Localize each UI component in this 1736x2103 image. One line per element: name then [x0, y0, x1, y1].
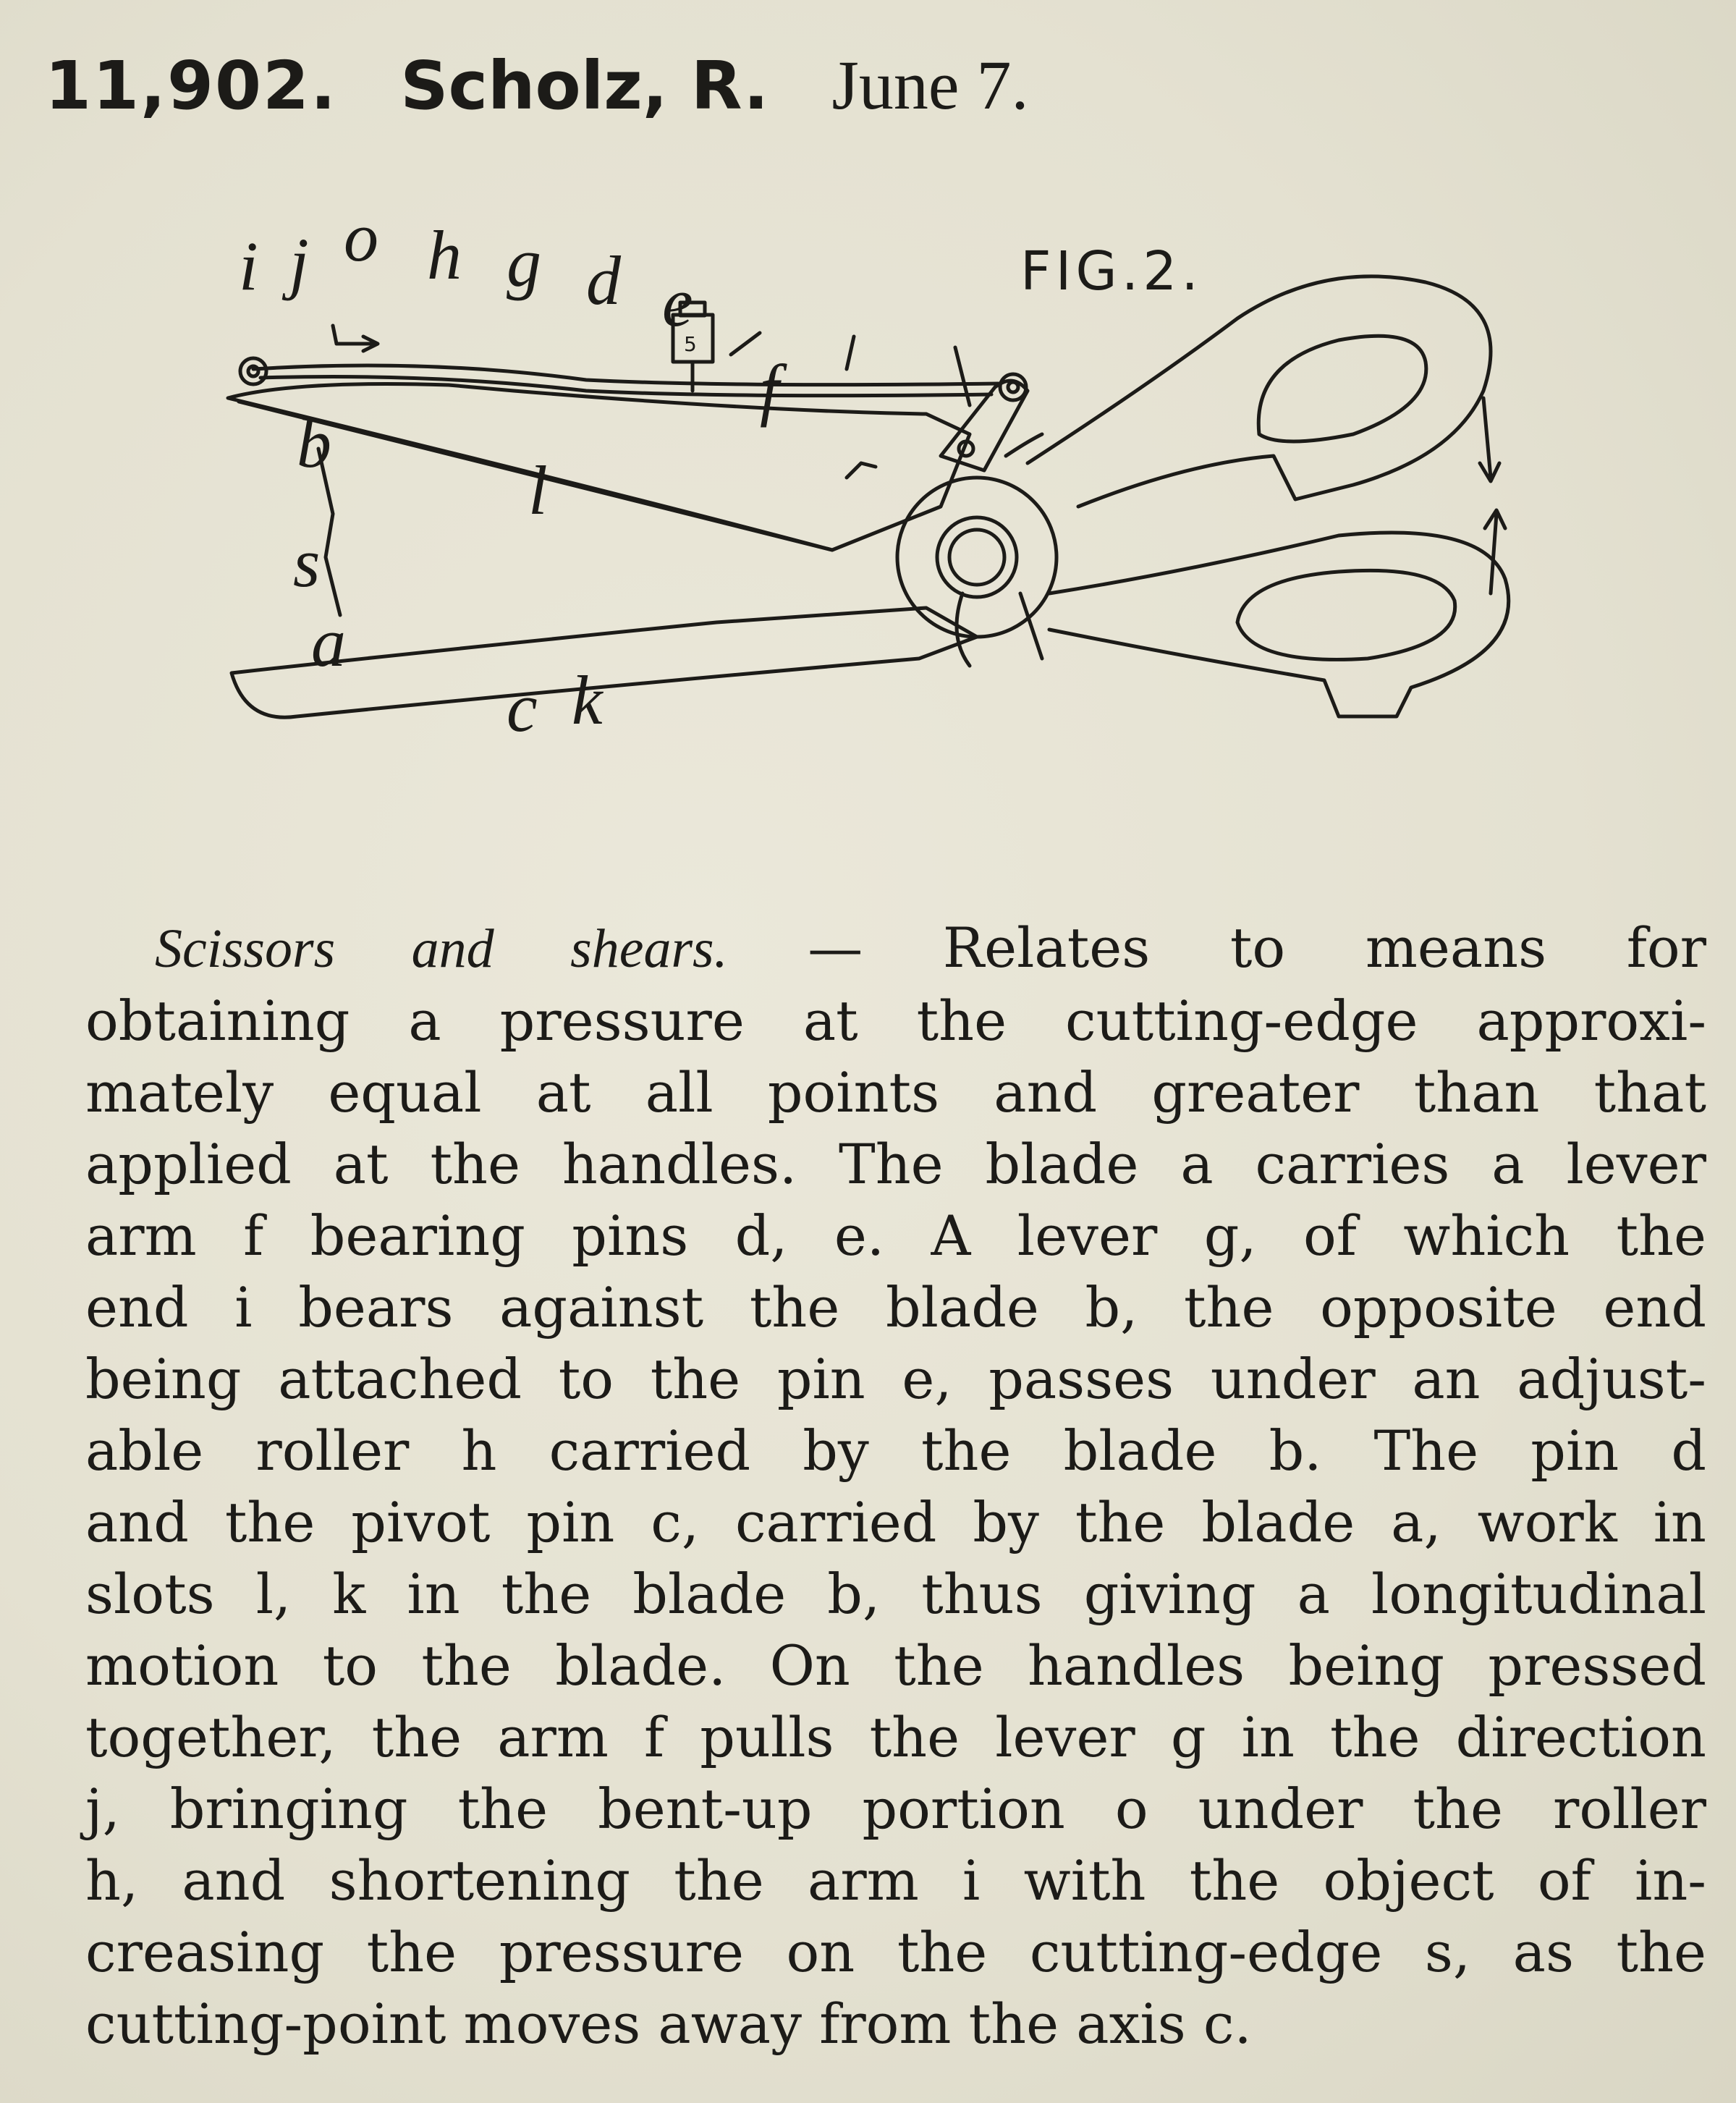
patent-header: [45, 46, 1029, 124]
abstract-text: [85, 912, 1706, 2060]
abstract-line: end i bears against the blade b, the opposite end: [85, 1275, 1706, 1340]
label-o: o: [344, 217, 378, 276]
lower-finger-hole: [1237, 570, 1455, 659]
label-s: s: [293, 524, 321, 601]
abstract-line: j, bringing the bent-up portion o under the roller: [85, 1777, 1706, 1841]
inventor-name: Scholz, R.: [400, 47, 769, 124]
label-l: l: [528, 452, 548, 529]
handle-arrow-down: [1480, 398, 1499, 481]
label-c: c: [507, 669, 538, 746]
leader-l: [847, 463, 876, 478]
abstract-line: together, the arm f pulls the lever g in the direction: [85, 1705, 1706, 1769]
label-j: j: [289, 224, 309, 301]
abstract-line: arm f bearing pins d, e. A lever g, of which the: [85, 1203, 1706, 1268]
label-g: g: [507, 224, 541, 301]
fig-label: FIG.2.: [1020, 240, 1203, 302]
pivot-pin-c: [949, 530, 1004, 585]
scissors-figure: [210, 217, 1556, 782]
label-h: h: [427, 217, 462, 294]
label-a: a: [311, 604, 346, 681]
upper-finger-hole: [1258, 336, 1426, 441]
leader-h: [731, 333, 760, 355]
leader-k: [1020, 593, 1042, 659]
abstract-line: mately equal at all points and greater than that: [85, 1060, 1706, 1125]
patent-date: June 7.: [831, 46, 1029, 124]
leader-g: [847, 337, 854, 369]
label-d: d: [586, 242, 621, 319]
label-e: e: [662, 263, 693, 341]
direction-j-arrow: [333, 326, 378, 351]
scissors-drawing: [210, 217, 1556, 782]
abstract-line: creasing the pressure on the cutting-edge s, as the: [85, 1920, 1706, 1984]
abstract-line: obtaining a pressure at the cutting-edge approxi-: [85, 989, 1706, 1053]
abstract-line: able roller h carried by the blade b. The pin d: [85, 1418, 1706, 1483]
abstract-title: Scissors and shears.: [155, 918, 728, 979]
lower-handle: [1049, 533, 1509, 716]
abstract-line: and the pivot pin c, carried by the blade a, work in: [85, 1490, 1706, 1554]
patent-number: 11,902.: [45, 47, 337, 124]
abstract-line: slots l, k in the blade b, thus giving a longitudinal: [85, 1562, 1706, 1626]
roller-mark: 5: [684, 332, 697, 356]
abstract-line: Scissors and shears. — Relates to means for: [155, 915, 1706, 980]
abstract-line: applied at the handles. The blade a carries a lever: [85, 1132, 1706, 1196]
label-k: k: [572, 661, 603, 739]
lever-end-i: [240, 358, 266, 384]
pivot-outer: [897, 478, 1057, 637]
label-f: f: [760, 350, 779, 428]
label-i: i: [239, 227, 258, 305]
leader-f: [1006, 434, 1042, 456]
handle-arrow-up: [1485, 510, 1505, 593]
abstract-line: h, and shortening the arm i with the object of in-: [85, 1848, 1706, 1913]
abstract-line: being attached to the pin e, passes under an adjust-: [85, 1347, 1706, 1411]
label-b: b: [297, 405, 331, 482]
abstract-line: cutting-point moves away from the axis c.: [85, 1992, 1252, 2056]
abstract-line: motion to the blade. On the handles being pressed: [85, 1633, 1706, 1698]
